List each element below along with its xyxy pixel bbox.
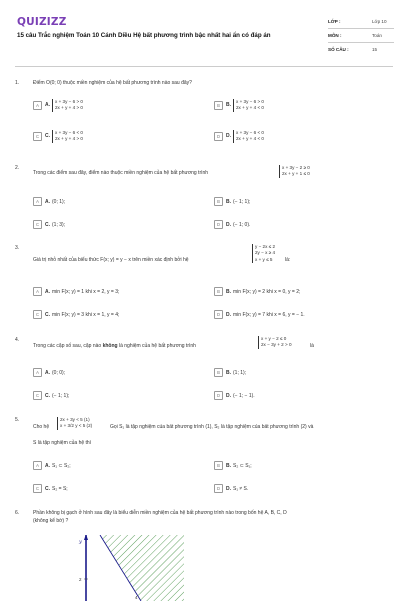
option-d[interactable] (214, 310, 305, 319)
x-tick-label: 4 (135, 595, 138, 600)
question-system (258, 336, 292, 349)
option-box[interactable]: A (33, 197, 42, 206)
meta-value: Lớp 10 (372, 19, 387, 24)
question-text (33, 343, 196, 349)
option-a[interactable] (33, 368, 65, 377)
option-letter: C. (45, 133, 50, 140)
option-box[interactable]: C (33, 220, 42, 229)
option-letter: C. (45, 221, 50, 228)
meta-row-subject (328, 29, 394, 43)
system-line: x + 3y − 2 ≥ 0 (282, 165, 310, 170)
option-box[interactable]: A (33, 101, 42, 110)
option-letter: B. (226, 198, 231, 205)
option-letter: C. (45, 392, 50, 399)
question-system (252, 244, 275, 263)
option-letter: A. (45, 288, 50, 295)
system-line: x + 3y − 6 < 0 (236, 130, 264, 135)
option-letter: D. (226, 485, 231, 492)
option-text: (− 1; − 1). (233, 392, 255, 399)
option-box[interactable]: C (33, 391, 42, 400)
option-d[interactable] (214, 220, 250, 229)
system-line: x + 3y − 6 < 0 (55, 130, 83, 135)
question-text-part: Phần không bị gạch ở hình sau đây là biểu diễn miền nghiệm của hệ bất phương trình nào trong bốn hệ A, B, C, D (33, 510, 287, 516)
page-title: 15 câu Trắc nghiệm Toán 10 Cánh Diều Hệ bất phương trình bậc nhất hai ẩn có đáp án (17, 32, 271, 39)
option-box[interactable]: B (214, 101, 223, 110)
option-b[interactable] (214, 99, 264, 112)
option-text: S₂ = S; (52, 485, 68, 492)
system-line: 2x + y + 4 < 0 (236, 105, 264, 111)
option-a[interactable] (33, 197, 65, 206)
option-letter: D. (226, 311, 231, 318)
meta-panel (328, 15, 394, 56)
option-c[interactable] (33, 220, 65, 229)
hatched-region (100, 535, 184, 601)
option-letter: B. (226, 462, 231, 469)
feasible-region-graph (78, 535, 184, 601)
option-a[interactable] (33, 461, 71, 470)
system-line: 2x + y + 4 > 0 (55, 105, 83, 111)
option-text: (1; 3); (52, 221, 66, 228)
option-box[interactable]: D (214, 310, 223, 319)
option-d[interactable] (214, 130, 264, 143)
option-text: (− 1; 1); (233, 198, 251, 205)
meta-value: 15 (372, 47, 378, 52)
option-letter: B. (226, 288, 231, 295)
option-text: S₁ ⊂ S₂; (52, 462, 71, 469)
question-text: Trong các điểm sau đây, điểm nào thuộc miền nghiệm của hệ bất phương trình (33, 170, 209, 176)
meta-row-count (328, 43, 394, 56)
question-number: 3. (15, 245, 20, 251)
question-number: 1. (15, 80, 20, 86)
system-line: x + y − 2 ≤ 0 (261, 336, 287, 341)
option-text: (1; 1); (233, 369, 247, 376)
option-box[interactable]: C (33, 484, 42, 493)
option-text: min F(x; y) = 3 khi x = 1, y = 4; (52, 311, 120, 318)
question-number: 2. (15, 165, 20, 171)
option-system (52, 99, 83, 112)
option-text: min F(x; y) = 7 khi x = 6, y = − 1. (233, 311, 305, 318)
option-text: (0; 1); (52, 198, 66, 205)
option-box[interactable]: B (214, 287, 223, 296)
question-number: 6. (15, 510, 20, 516)
option-letter: D. (226, 133, 231, 140)
question-number: 4. (15, 337, 20, 343)
system-line: 2y − x ≥ 4 (255, 250, 276, 256)
question-text-part: là nghiệm của hệ bất phương trình (118, 343, 196, 349)
option-c[interactable] (33, 391, 69, 400)
option-letter: D. (226, 221, 231, 228)
option-box[interactable]: A (33, 287, 42, 296)
system-line: x + y ≤ 5 (255, 256, 273, 262)
option-b[interactable] (214, 461, 252, 470)
option-system (233, 99, 264, 112)
option-c[interactable] (33, 484, 68, 493)
option-letter: B. (226, 102, 231, 109)
option-letter: A. (45, 102, 50, 109)
meta-value: Toán (372, 33, 382, 38)
option-box[interactable]: A (33, 461, 42, 470)
header-divider (15, 66, 393, 67)
option-box[interactable]: D (214, 484, 223, 493)
question-text: Điểm O(0; 0) thuộc miền nghiệm của hệ bất phương trình nào sau đây? (33, 80, 192, 86)
option-text: min F(x; y) = 2 khi x = 0, y = 2; (233, 288, 301, 295)
option-box[interactable]: B (214, 368, 223, 377)
option-c[interactable] (33, 310, 119, 319)
option-system (52, 130, 83, 143)
question-system (57, 417, 92, 430)
meta-row-class (328, 15, 394, 29)
question-text-part: (không kể bờ) ? (33, 518, 69, 524)
question-tail: là (310, 343, 314, 349)
question-tail: là: (285, 257, 291, 263)
question-text-emphasis: không (102, 343, 118, 349)
option-text: (− 1; 1); (52, 392, 70, 399)
question-text-part: Trong các cặp số sau, cặp nào (33, 343, 102, 349)
meta-key: LỚP : (328, 19, 341, 24)
option-system (233, 130, 264, 143)
option-a[interactable] (33, 99, 83, 112)
system-line: x + 3y − 6 > 0 (236, 99, 264, 104)
question-number: 5. (15, 417, 20, 423)
option-box[interactable]: D (214, 132, 223, 141)
option-letter: A. (45, 462, 50, 469)
y-tick-label: 2 (79, 577, 82, 582)
option-letter: B. (226, 369, 231, 376)
question-text-part: Gọi S₁ là tập nghiệm của bất phương trình (1), S₂ là tập nghiệm của bất phương trình (2) và (110, 424, 314, 430)
option-box[interactable]: D (214, 391, 223, 400)
option-letter: C. (45, 311, 50, 318)
question-system (279, 165, 310, 178)
system-line: 2x + y + 4 > 0 (55, 136, 83, 142)
option-text: min F(x; y) = 1 khi x = 2, y = 3; (52, 288, 120, 295)
question-text-part: S là tập nghiệm của hệ thì (33, 440, 92, 446)
option-letter: D. (226, 392, 231, 399)
system-line: y − 2x ≤ 2 (255, 244, 276, 249)
option-box[interactable]: C (33, 310, 42, 319)
question-text: Giá trị nhỏ nhất của biểu thức F(x; y) = y − x trên miền xác định bởi hệ (33, 257, 189, 263)
quizizz-logo: QUIZIZZ (17, 16, 67, 28)
option-text: S₂ ⊂ S₁; (233, 462, 252, 469)
option-letter: A. (45, 369, 50, 376)
system-line: 2x + y + 1 ≤ 0 (282, 171, 310, 177)
option-d[interactable] (214, 391, 255, 400)
y-axis-label: y (79, 539, 82, 545)
option-text: (− 1; 0). (233, 221, 251, 228)
system-line: x + 3/2 y < 5 (2) (60, 423, 93, 429)
question-text-part: Cho hệ (33, 424, 50, 430)
system-line: 2x + 3y < 5 (1) (60, 417, 90, 422)
y-axis-arrow (84, 535, 88, 540)
option-letter: C. (45, 485, 50, 492)
option-b[interactable] (214, 197, 250, 206)
option-box[interactable]: C (33, 132, 42, 141)
option-c[interactable] (33, 130, 83, 143)
system-line: 2x − 3y + 2 > 0 (261, 342, 292, 348)
option-box[interactable]: A (33, 368, 42, 377)
option-text: S₁ ≠ S. (233, 485, 249, 492)
option-text: (0; 0); (52, 369, 66, 376)
option-letter: A. (45, 198, 50, 205)
option-a[interactable] (33, 287, 119, 296)
option-box[interactable]: B (214, 197, 223, 206)
meta-key: SỐ CÂU : (328, 47, 349, 52)
option-box[interactable]: B (214, 461, 223, 470)
option-b[interactable] (214, 287, 300, 296)
system-line: 2x + y + 4 < 0 (236, 136, 264, 142)
system-line: x + 3y − 6 > 0 (55, 99, 83, 104)
option-b[interactable] (214, 368, 246, 377)
meta-key: MÔN : (328, 33, 342, 38)
option-d[interactable] (214, 484, 248, 493)
option-box[interactable]: D (214, 220, 223, 229)
